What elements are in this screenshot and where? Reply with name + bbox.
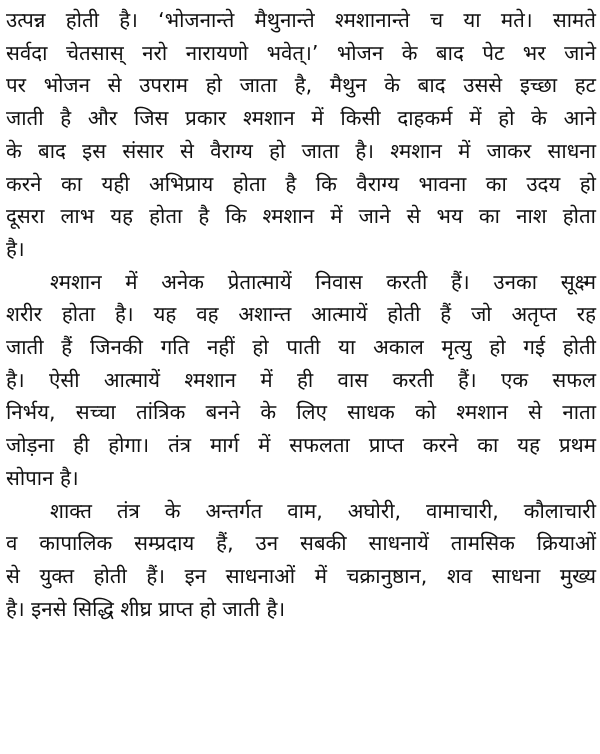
- text-line: जोड़ना ही होगा। तंत्र मार्ग में सफलता प्राप्त करने का यह प्रथम: [6, 433, 596, 458]
- text-line: दूसरा लाभ यह होता है कि श्मशान में जाने से भय का नाश होता: [6, 204, 596, 229]
- text-line: व कापालिक सम्प्रदाय हैं, उन सबकी साधनायें तामसिक क्रियाओं: [6, 531, 596, 556]
- text-line: से युक्त होती हैं। इन साधनाओं में चक्रानुष्ठान, शव साधना मुख्य: [6, 563, 596, 588]
- text-line: उत्पन्न होती है। ‘भोजनान्ते मैथुनान्ते श्मशानान्ते च या मते। सामते: [6, 8, 596, 32]
- text-line: करने का यही अभिप्राय होता है कि वैराग्य भावना का उदय हो: [6, 171, 596, 196]
- text-line: निर्भय, सच्चा तांत्रिक बनने के लिए साधक को श्मशान से नाता: [6, 400, 596, 425]
- text-line: के बाद इस संसार से वैराग्य हो जाता है। श्मशान में जाकर साधना: [6, 138, 596, 163]
- text-line: शरीर होता है। यह वह अशान्त आत्मायें होती हैं जो अतृप्त रह: [6, 302, 596, 327]
- text-line: शाक्त तंत्र के अन्तर्गत वाम, अघोरी, वामाचारी, कौलाचारी: [50, 498, 596, 523]
- paragraph-2: [6, 266, 596, 495]
- text-line: सोपान है।: [6, 465, 79, 490]
- paragraph-1: [6, 4, 596, 266]
- paragraph-3: [6, 495, 596, 626]
- text-line: सर्वदा चेतसास् नरो नारायणो भवेत्।’ भोजन के बाद पेट भर जाने: [6, 40, 596, 65]
- text-line: है। इनसे सिद्धि शीघ्र प्राप्त हो जाती है।: [6, 596, 286, 621]
- text-line: पर भोजन से उपराम हो जाता है, मैथुन के बाद उससे इच्छा हट: [6, 73, 596, 98]
- text-line: जाती हैं जिनकी गति नहीं हो पाती या अकाल मृत्यु हो गई होती: [6, 335, 596, 360]
- text-line: है। ऐसी आत्मायें श्मशान में ही वास करती हैं। एक सफल: [6, 367, 596, 392]
- text-line: श्मशान में अनेक प्रेतात्मायें निवास करती हैं। उनका सूक्ष्म: [50, 269, 596, 294]
- text-line: है।: [6, 236, 25, 261]
- text-line: जाती है और जिस प्रकार श्मशान में किसी दाहकर्म में हो के आने: [6, 106, 596, 131]
